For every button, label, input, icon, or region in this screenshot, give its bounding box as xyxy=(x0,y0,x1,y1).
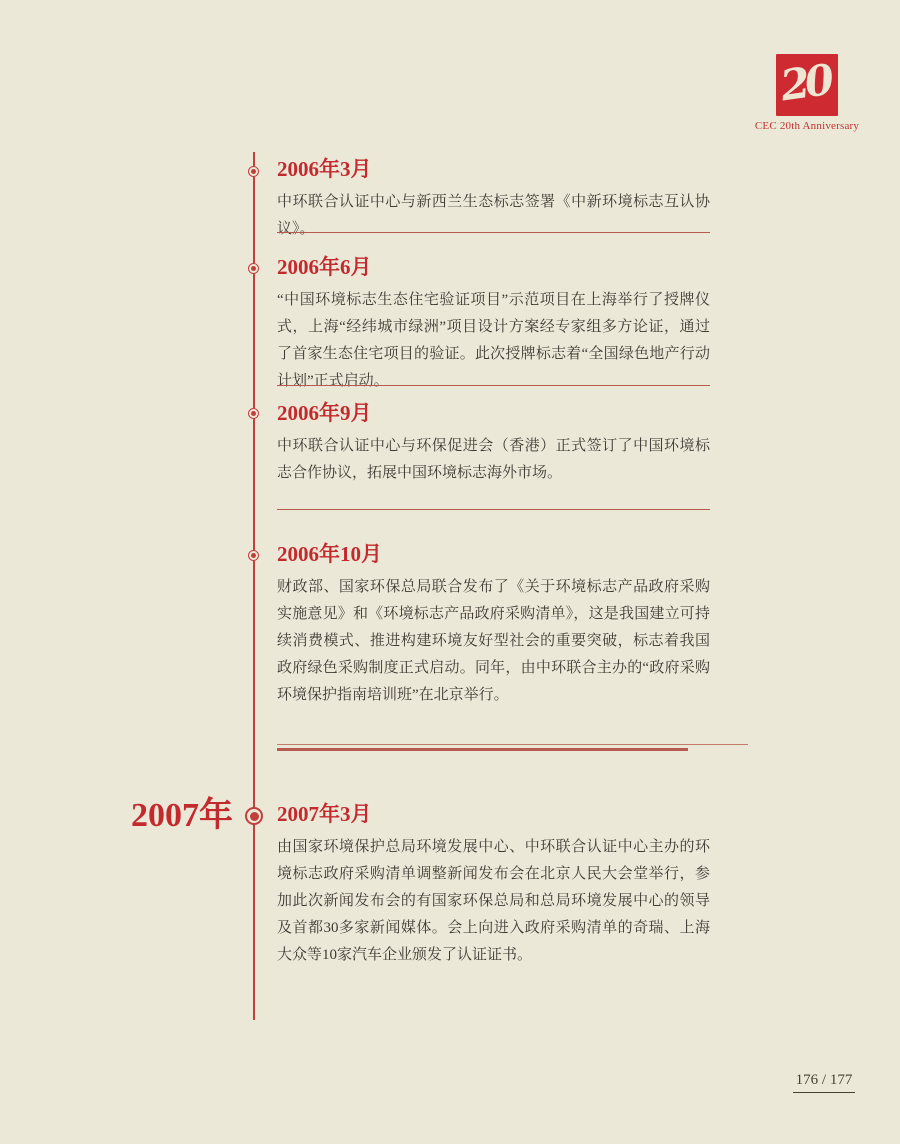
timeline-marker-icon xyxy=(248,550,259,561)
timeline-marker-icon xyxy=(248,408,259,419)
entry-heading: 2006年6月 xyxy=(277,255,372,279)
entry-divider xyxy=(277,385,710,386)
section-divider-thin xyxy=(277,744,748,745)
timeline-line xyxy=(253,152,255,1020)
year-label-2007: 2007年 xyxy=(131,797,233,834)
cec-20th-anniversary-logo xyxy=(776,54,838,116)
year-marker-icon xyxy=(245,807,263,825)
marker-dot-icon xyxy=(251,411,256,416)
timeline-entry xyxy=(277,254,710,395)
marker-dot-icon xyxy=(251,553,256,558)
timeline-entry xyxy=(277,156,710,243)
marker-dot-icon xyxy=(251,266,256,271)
logo-20-mark: 20 xyxy=(777,54,832,110)
entry-body: “中国环境标志生态住宅验证项目”示范项目在上海举行了授牌仪式，上海“经纬城市绿洲”项目设计方案经专家组多方论证，通过了首家生态住宅项目的验证。此次授牌标志着“全国绿色地产行动计划”正式启动。 xyxy=(277,292,710,389)
entry-body: 中环联合认证中心与环保促进会（香港）正式签订了中国环境标志合作协议，拓展中国环境标志海外市场。 xyxy=(277,438,710,481)
page-number: 176 / 177 xyxy=(793,1072,855,1093)
entry-heading: 2006年10月 xyxy=(277,542,382,566)
section-divider-thick xyxy=(277,748,688,751)
marker-dot-icon xyxy=(251,169,256,174)
timeline-marker-icon xyxy=(248,166,259,177)
entry-divider xyxy=(277,509,710,510)
timeline-marker-icon xyxy=(248,263,259,274)
timeline-entry xyxy=(277,541,710,709)
entry-heading: 2007年3月 xyxy=(277,802,372,826)
entry-body: 中环联合认证中心与新西兰生态标志签署《中新环境标志互认协议》。 xyxy=(277,194,710,237)
entry-body: 由国家环境保护总局环境发展中心、中环联合认证中心主办的环境标志政府采购清单调整新闻发布会在北京人民大会堂举行，参加此次新闻发布会的有国家环保总局和总局环境发展中心的领导及首都30多家新闻媒体。会上向进入政府采购清单的奇瑞、上海大众等10家汽车企业颁发了认证证书。 xyxy=(277,839,710,963)
timeline-entry xyxy=(277,400,710,487)
entry-body: 财政部、国家环保总局联合发布了《关于环境标志产品政府采购实施意见》和《环境标志产品政府采购清单》，这是我国建立可持续消费模式、推进构建环境友好型社会的重要突破，标志着我国政府绿色采购制度正式启动。同年，由中环联合主办的“政府采购环境保护指南培训班”在北京举行。 xyxy=(277,579,710,703)
entry-heading: 2006年3月 xyxy=(277,157,372,181)
logo-caption: CEC 20th Anniversary xyxy=(754,120,860,132)
entry-heading: 2006年9月 xyxy=(277,401,372,425)
entry-divider xyxy=(277,232,710,233)
timeline-entry xyxy=(277,801,710,969)
marker-dot-icon xyxy=(250,812,259,821)
